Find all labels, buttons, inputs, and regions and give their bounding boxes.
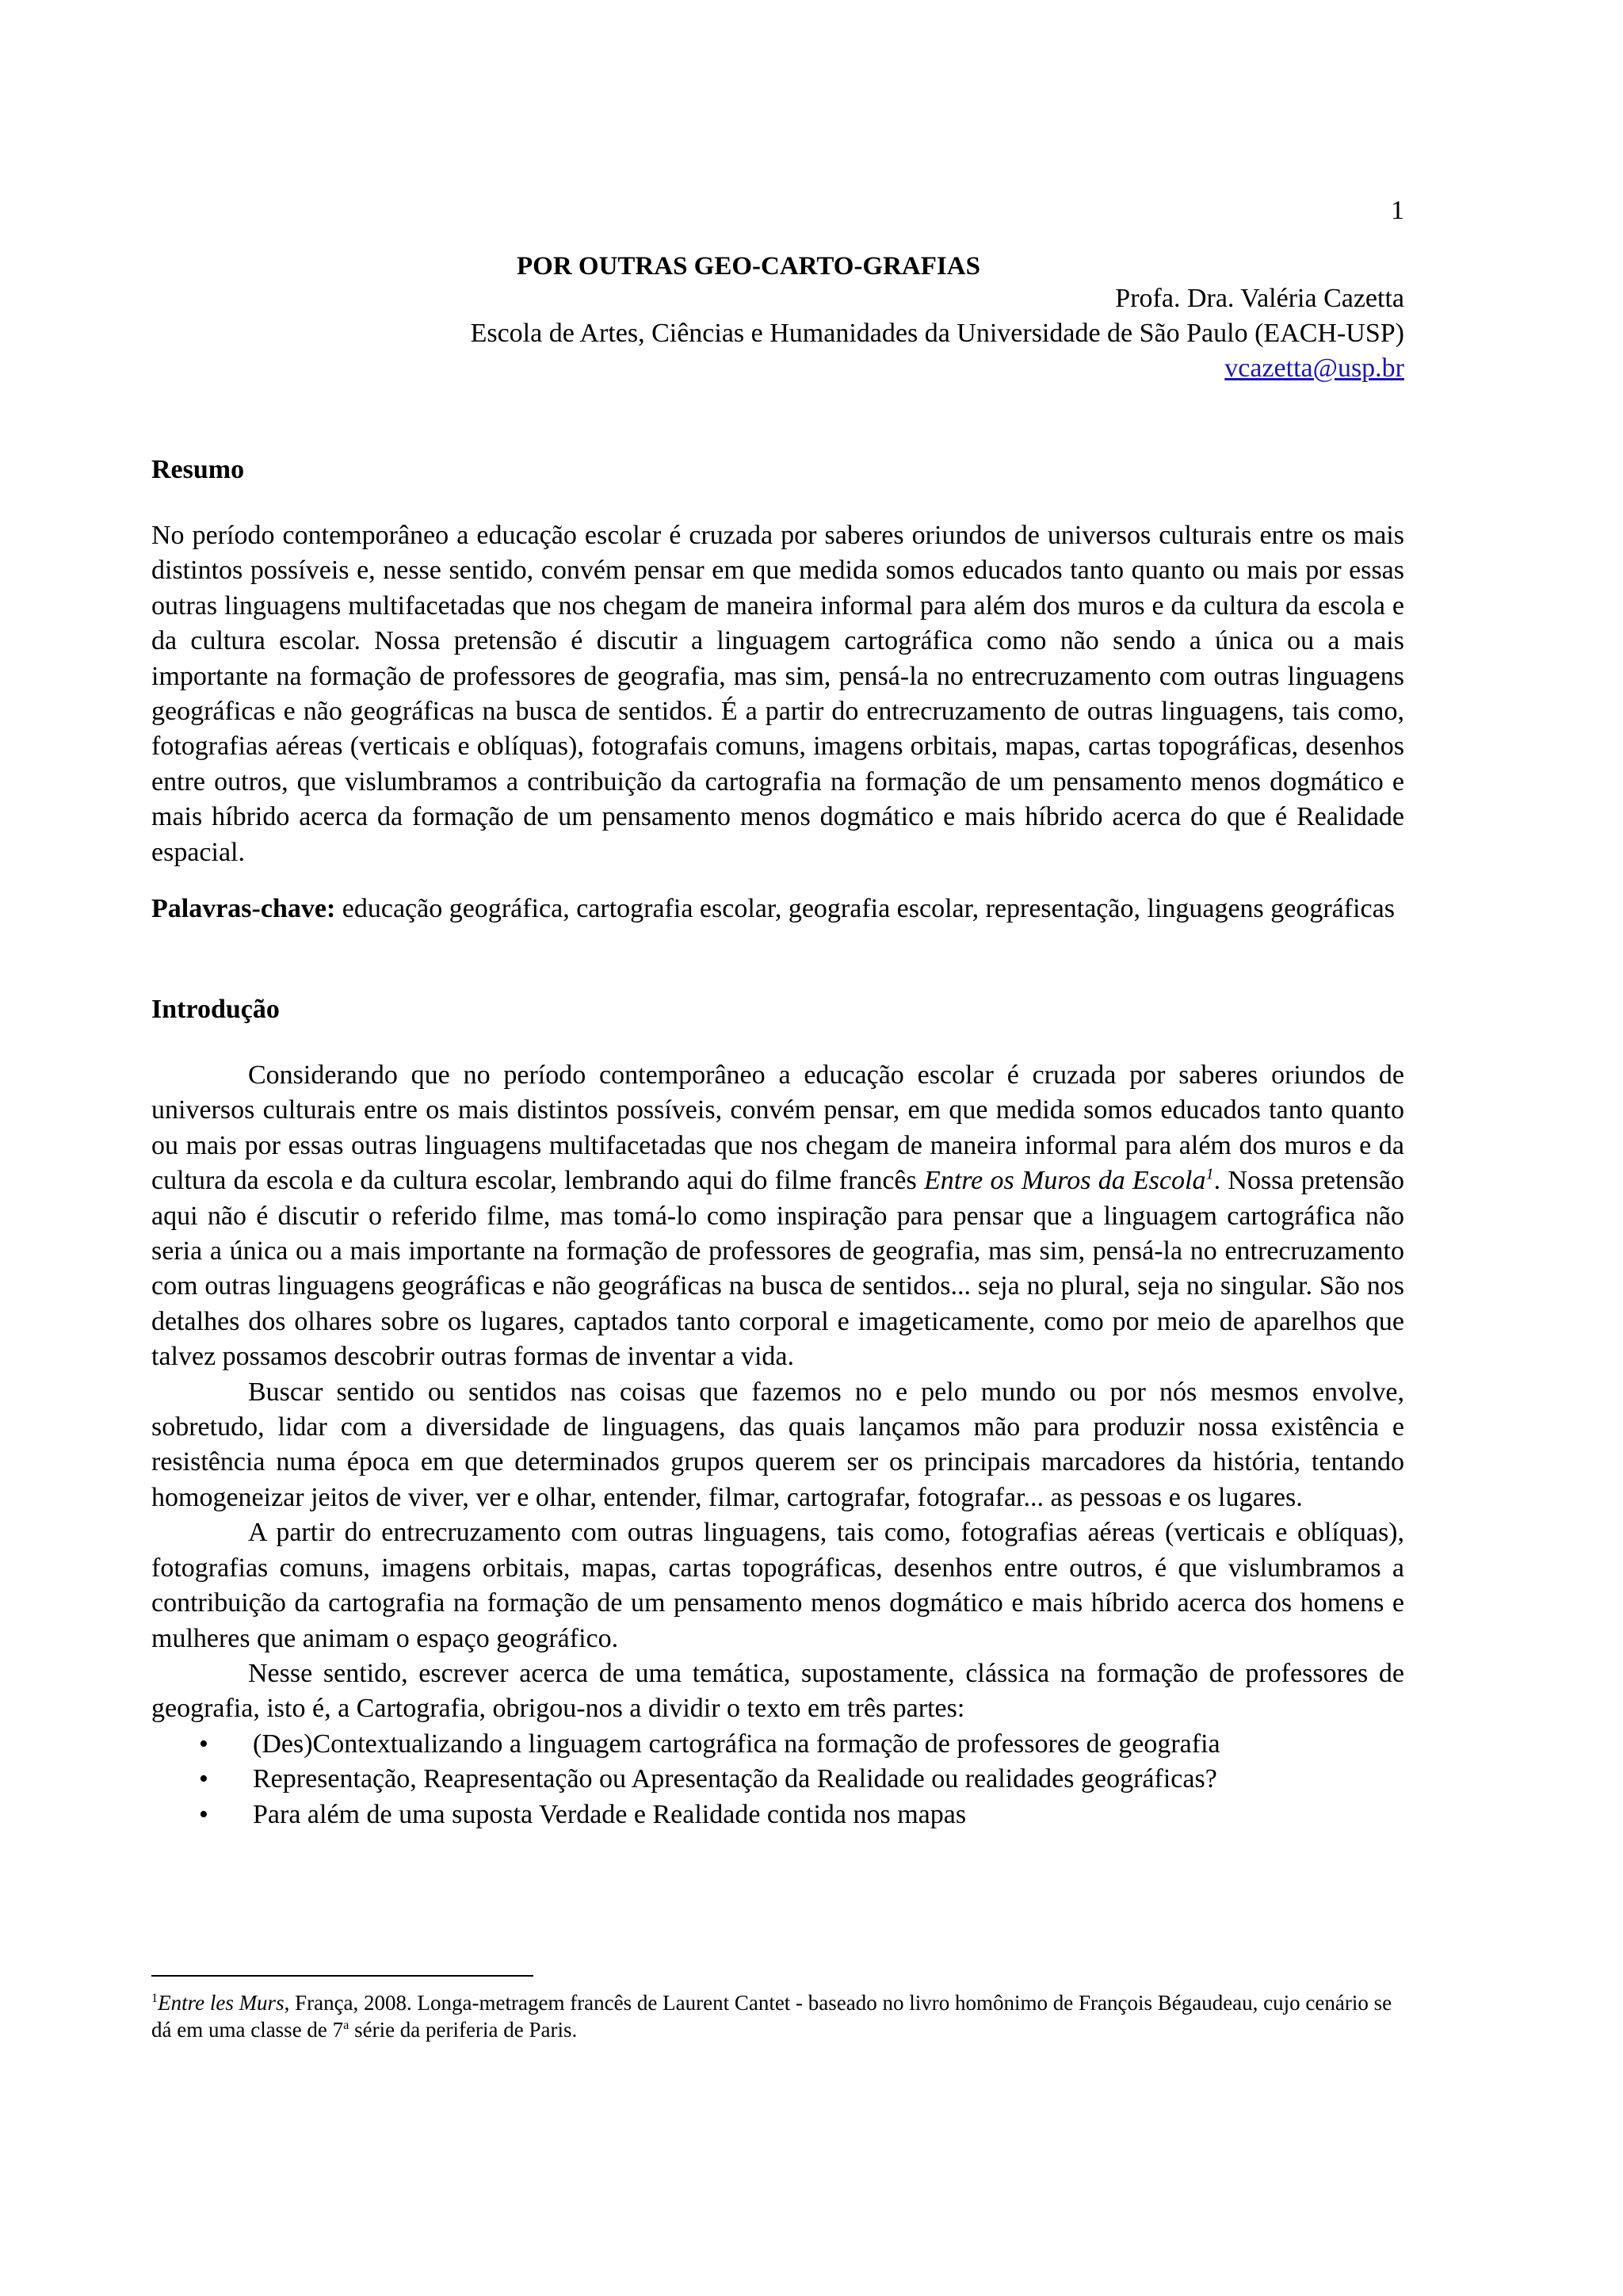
footnote-ref[interactable]: 1	[1205, 1165, 1214, 1183]
intro-p1-text-b: . Nossa pretensão aqui não é discutir o referido filme, mas tomá-lo como inspiração para pensar que a linguagem cartográfica não seria a única ou a mais importante na formação de professores de geografia, mas sim, pensá-la no entrecruzamento com outras linguagens geográficas e não geográficas na busca de sentidos... seja no plural, seja no singular. São nos detalhes dos olhares sobre os lugares, captados tanto corporal e imageticamente, como por meio de aparelhos que talvez possamos descobrir outras formas de inventar a vida.	[151, 1166, 1405, 1372]
author-name: Profa. Dra. Valéria Cazetta	[1115, 284, 1404, 313]
list-item	[199, 1727, 1404, 1762]
abstract-heading: Resumo	[151, 455, 245, 484]
keywords-label: Palavras-chave:	[151, 894, 336, 923]
introduction-heading: Introdução	[151, 995, 280, 1024]
film-title: Entre os Muros da Escola	[923, 1166, 1206, 1196]
intro-paragraph-2: Buscar sentido ou sentidos nas coisas que fazemos no e pelo mundo ou por nós mesmos envolve, sobretudo, lidar com a diversidade de linguagens, das quais lançamos mão para produzir nossa existência e resistência numa época em que determinados grupos querem ser os principais marcadores da história, tentando homogeneizar jeitos de viver, ver e olhar, entender, filmar, cartografar, fotografar... as pessoas e os lugares.	[151, 1377, 1404, 1512]
page-number: 1	[1391, 196, 1404, 225]
footnote-text-b: série da periferia de Paris.	[349, 2018, 578, 2042]
author-block	[471, 281, 1404, 386]
author-affiliation: Escola de Artes, Ciências e Humanidades da Universidade de São Paulo (EACH-USP)	[470, 319, 1404, 348]
intro-paragraph-4: Nesse sentido, escrever acerca de uma temática, supostamente, clássica na formação de professores de geografia, isto é, a Cartografia, obrigou-nos a dividir o texto em três partes:	[151, 1658, 1404, 1724]
list-item-text: (Des)Contextualizando a linguagem cartográfica na formação de professores de geografia	[253, 1729, 1220, 1759]
footnote	[151, 1989, 1404, 2043]
list-item	[199, 1762, 1404, 1797]
author-email-link[interactable]: vcazetta@usp.br	[1224, 353, 1404, 383]
introduction-body	[151, 1058, 1404, 1832]
footnote-title: Entre les Murs	[158, 1991, 285, 2015]
keywords	[151, 892, 1404, 926]
keywords-text: educação geográfica, cartografia escolar, geografia escolar, representação, linguagens geográficas	[342, 894, 1395, 923]
bullet-icon: •	[199, 1799, 208, 1829]
footnote-divider	[151, 1975, 533, 1977]
bullet-icon: •	[199, 1764, 208, 1794]
footnote-number: 1	[151, 1991, 158, 2005]
intro-paragraph-1	[151, 1058, 1404, 1375]
list-item-text: Representação, Reapresentação ou Apresentação da Realidade ou realidades geográficas?	[253, 1764, 1217, 1794]
abstract-paragraph: No período contemporâneo a educação escolar é cruzada por saberes oriundos de universos culturais entre os mais distintos possíveis e, nesse sentido, convém pensar em que medida somos educados tanto quanto ou mais por essas outras linguagens multifacetadas que nos chegam de maneira informal para além dos muros e da cultura da escola e da cultura escolar. Nossa pretensão é discutir a linguagem cartográfica como não sendo a única ou a mais importante na formação de professores de geografia, mas sim, pensá-la no entrecruzamento com outras linguagens geográficas e não geográficas na busca de sentidos. É a partir do entrecruzamento de outras linguagens, tais como, fotografias aéreas (verticais e oblíquas), fotografais comuns, imagens orbitais, mapas, cartas topográficas, desenhos entre outros, que vislumbramos a contribuição da cartografia na formação de um pensamento menos dogmático e mais híbrido acerca da formação de um pensamento menos dogmático e mais híbrido acerca do que é Realidade espacial.	[151, 521, 1404, 867]
paper-title: POR OUTRAS GEO-CARTO-GRAFIAS	[517, 252, 980, 281]
section-list	[151, 1727, 1404, 1832]
intro-p1-text-a: Considerando que no período contemporâneo a educação escolar é cruzada por saberes oriundos de universos culturais entre os mais distintos possíveis, convém pensar, em que medida somos educados tanto quanto ou mais por essas outras linguagens multifacetadas que nos chegam de maneira informal para além dos muros e da cultura da escola e da cultura escolar, lembrando aqui do filme francês	[151, 1060, 1404, 1196]
abstract-text	[151, 518, 1404, 870]
footnote-ordinal: a	[343, 2018, 349, 2032]
footnote-text-a: , França, 2008. Longa-metragem francês de Laurent Cantet - baseado no livro homônimo de François Bégaudeau, cujo cenário se dá em uma classe de 7	[151, 1991, 1392, 2042]
list-item	[199, 1797, 1404, 1832]
intro-paragraph-3: A partir do entrecruzamento com outras linguagens, tais como, fotografias aéreas (verticais e oblíquas), fotografias comuns, imagens orbitais, mapas, cartas topográficas, desenhos entre outros, é que vislumbramos a contribuição da cartografia na formação de um pensamento menos dogmático e mais híbrido acerca dos homens e mulheres que animam o espaço geográfico.	[151, 1518, 1404, 1653]
list-item-text: Para além de uma suposta Verdade e Realidade contida nos mapas	[253, 1799, 967, 1829]
bullet-icon: •	[199, 1729, 208, 1759]
